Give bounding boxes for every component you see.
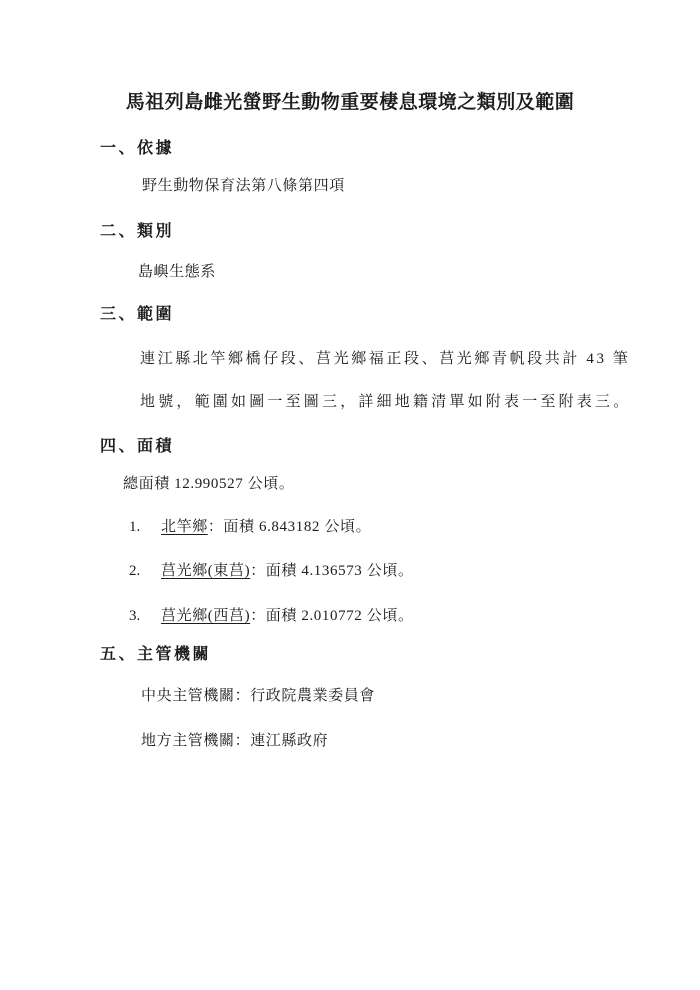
area-value-text: ：面積 4.136573 公頃。 — [250, 563, 414, 579]
scope-text-line-2: 地號，範圍如圖一至圖三，詳細地籍清單如附表一至附表三。 — [140, 394, 632, 410]
central-authority-text: 中央主管機關：行政院農業委員會 — [141, 688, 376, 704]
list-item-number: 2. — [129, 563, 141, 579]
area-list-item-2 — [129, 562, 414, 580]
scope-text-line-1: 連江縣北竿鄉橋仔段、莒光鄉福正段、莒光鄉青帆段共計 43 筆 — [140, 351, 631, 367]
list-item-number: 3. — [129, 608, 141, 624]
township-name: 莒光鄉(東莒) — [161, 563, 251, 579]
document-title: 馬祖列島雌光螢野生動物重要棲息環境之類別及範圍 — [125, 92, 575, 113]
section-heading-basis: 一、依據 — [100, 140, 175, 157]
section-heading-area: 四、面積 — [100, 438, 175, 455]
area-value-text: ：面積 2.010772 公頃。 — [250, 608, 414, 624]
section-heading-authority: 五、主管機關 — [100, 646, 212, 663]
township-name: 北竿鄉 — [161, 519, 208, 535]
township-name: 莒光鄉(西莒) — [161, 608, 251, 624]
area-value-text: ：面積 6.843182 公頃。 — [207, 519, 372, 535]
total-area-text: 總面積 12.990527 公頃。 — [123, 476, 295, 492]
list-item-number: 1. — [129, 519, 141, 535]
category-text: 島嶼生態系 — [138, 264, 217, 280]
area-list-item-3 — [129, 607, 414, 625]
area-list-item-1 — [129, 518, 371, 536]
section-heading-scope: 三、範圍 — [100, 306, 175, 323]
local-authority-text: 地方主管機關：連江縣政府 — [141, 733, 329, 749]
section-heading-category: 二、類別 — [100, 223, 175, 240]
basis-text: 野生動物保育法第八條第四項 — [142, 178, 345, 194]
